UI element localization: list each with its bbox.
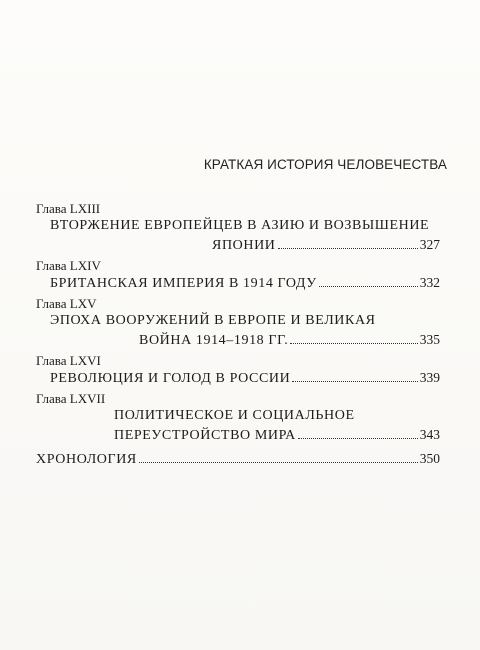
table-of-contents	[36, 198, 440, 469]
entry-title-line: РЕВОЛЮЦИЯ И ГОЛОД В РОССИИ	[50, 371, 291, 386]
chapter-label: Глава LXVII	[36, 391, 106, 406]
dot-leader	[319, 286, 418, 287]
entry-title-line: БРИТАНСКАЯ ИМПЕРИЯ В 1914 ГОДУ	[50, 276, 317, 291]
toc-entry-chronology	[36, 449, 440, 469]
entry-title-line: ЯПОНИИ	[212, 238, 276, 253]
running-head: КРАТКАЯ ИСТОРИЯ ЧЕЛОВЕЧЕСТВА	[203, 157, 447, 172]
toc-entry	[50, 311, 440, 350]
chapter-label: Глава LXVI	[36, 353, 101, 368]
entry-title-line: ВОЙНА 1914–1918 ГГ.	[139, 333, 289, 348]
dot-leader	[290, 343, 417, 344]
chronology-label: ХРОНОЛОГИЯ	[36, 452, 137, 467]
chapter-label: Глава LXIV	[36, 258, 101, 273]
dot-leader	[139, 462, 418, 463]
entry-title-line: ЭПОХА ВООРУЖЕНИЙ В ЕВРОПЕ И ВЕЛИКАЯ	[50, 313, 376, 328]
toc-entry	[50, 406, 440, 445]
chapter-label: Глава LXIII	[36, 201, 101, 216]
page-number: 339	[419, 370, 440, 385]
page-number: 343	[419, 427, 440, 442]
page-number: 335	[419, 332, 440, 347]
page-number: 332	[419, 275, 440, 290]
toc-entry	[50, 216, 440, 255]
page-number: 327	[419, 237, 440, 252]
entry-title-line: ПЕРЕУСТРОЙСТВО МИРА	[114, 428, 296, 443]
dot-leader	[292, 381, 417, 382]
toc-entry	[50, 368, 440, 388]
toc-entry	[50, 273, 440, 293]
entry-title-line: ПОЛИТИЧЕСКОЕ И СОЦИАЛЬНОЕ	[114, 408, 355, 423]
entry-title-line: ВТОРЖЕНИЕ ЕВРОПЕЙЦЕВ В АЗИЮ И ВОЗВЫШЕНИЕ	[50, 218, 430, 233]
dot-leader	[298, 438, 418, 439]
dot-leader	[278, 248, 418, 249]
page-number: 350	[419, 451, 440, 466]
chapter-label: Глава LXV	[36, 296, 97, 311]
